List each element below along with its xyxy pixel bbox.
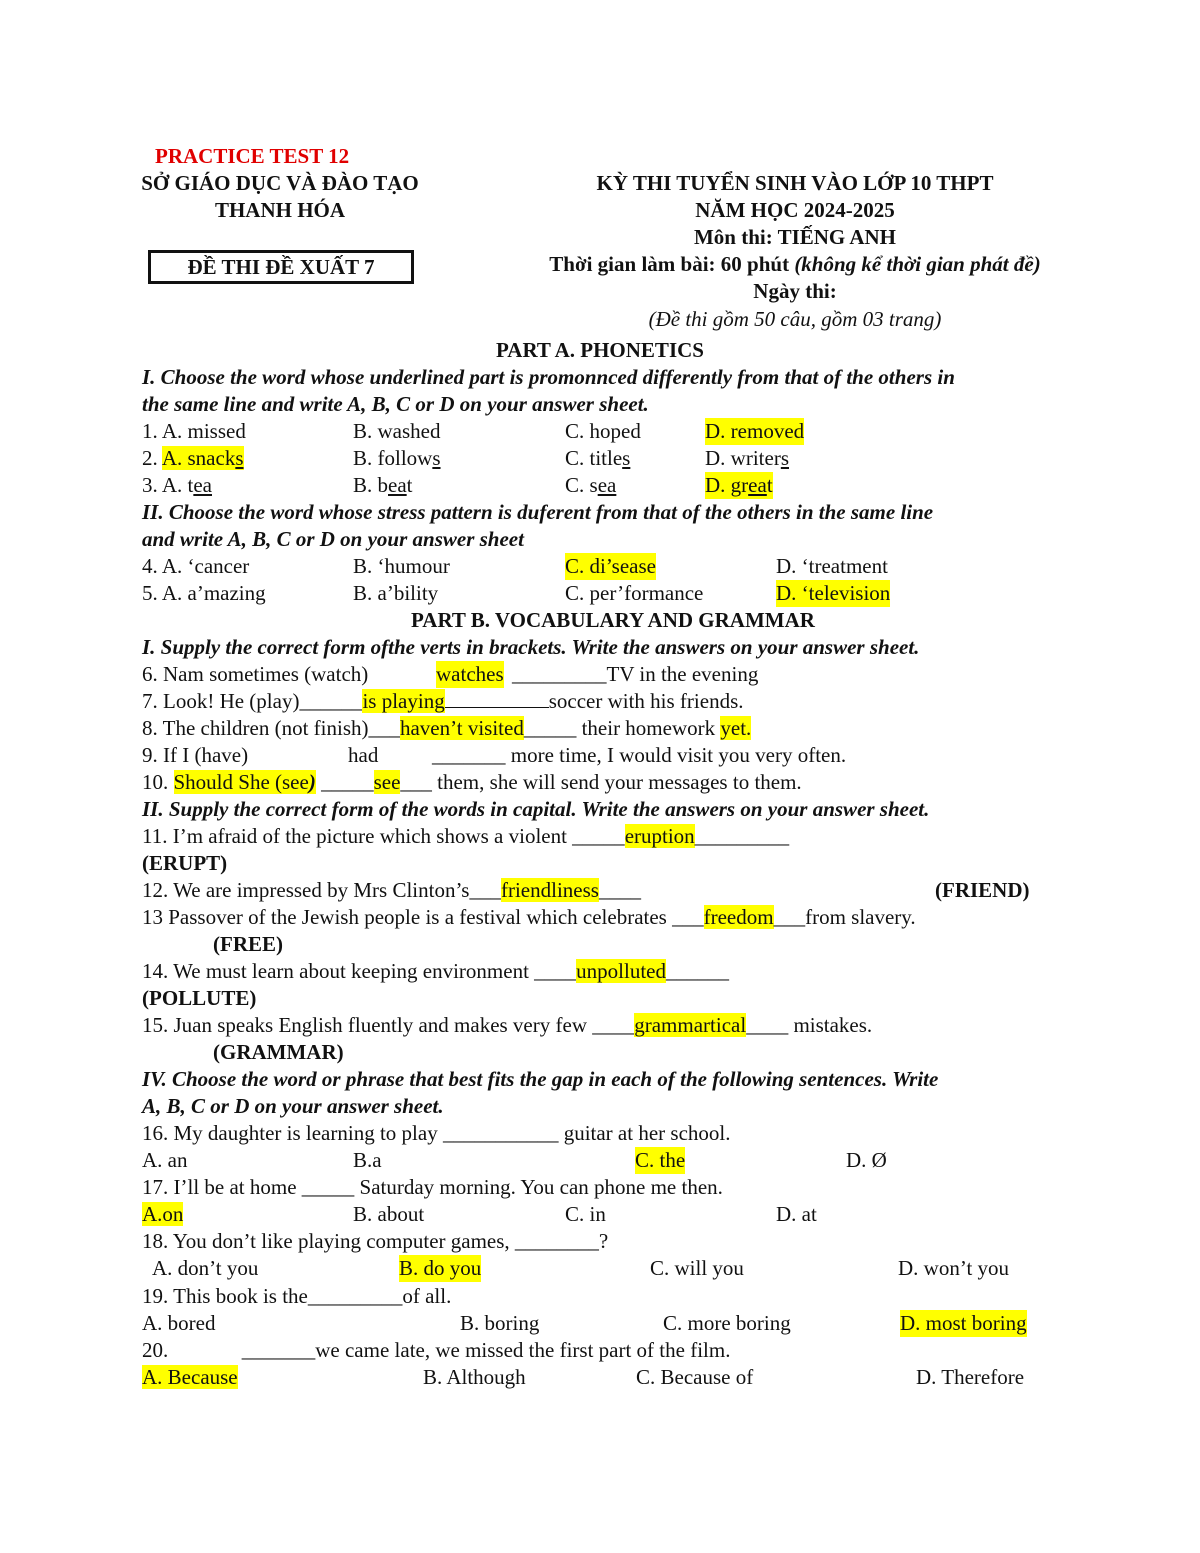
q4-option-c: C. di’sease <box>565 554 656 578</box>
q9-stem: 9. If I (have) <box>142 743 249 767</box>
q7-rest: soccer with his friends. <box>548 689 744 713</box>
q10-num: 10. <box>142 770 174 794</box>
q11-word: (ERUPT) <box>142 851 228 875</box>
q19-option-c: C. more boring <box>663 1311 791 1335</box>
q4-option-a: 4. A. ‘cancer <box>142 554 250 578</box>
question-13 <box>142 904 916 931</box>
q15-word: (GRAMMAR) <box>213 1040 344 1064</box>
q12-stem: 12. We are impressed by Mrs Clinton’s___ <box>142 878 501 902</box>
part-b-title: PART B. VOCABULARY AND GRAMMAR <box>411 608 815 632</box>
part-b-sec4-line2: A, B, C or D on your answer sheet. <box>142 1094 444 1118</box>
q14-answer: unpolluted <box>576 959 666 983</box>
question-10 <box>142 769 802 796</box>
q18-options <box>152 1255 1152 1282</box>
q3-option-b: B. beat <box>353 473 413 497</box>
q2-option-a: A. snacks <box>161 446 244 470</box>
q8-answer-2: yet. <box>720 716 752 740</box>
q18-stem: 18. You don’t like playing computer games, ________? <box>142 1229 609 1253</box>
q11-rest: _________ <box>694 824 790 848</box>
question-6 <box>142 661 1142 688</box>
q2-option-d: D. writers <box>705 446 789 470</box>
q1-option-c: C. hoped <box>565 419 641 443</box>
part-a-sec2-line2: and write A, B, C or D on your answer sheet <box>142 527 524 551</box>
part-a-sec1-line1: I. Choose the word whose underlined part is promonnced differently from that of the others in <box>142 365 955 389</box>
q1-num: 1. <box>142 419 162 443</box>
q9-rest: _______ more time, I would visit you very often. <box>432 743 847 767</box>
q16-option-a: A. an <box>142 1148 188 1172</box>
q20-option-c: C. Because of <box>636 1365 754 1389</box>
q12-rest: ____ <box>598 878 641 902</box>
q15-rest: ____ mistakes. <box>746 1013 873 1037</box>
question-14 <box>142 958 729 985</box>
q5-option-d: D. ‘television <box>776 581 891 605</box>
page-note: (Đề thi gồm 50 câu, gồm 03 trang) <box>648 307 942 331</box>
q13-word: (FREE) <box>213 932 283 956</box>
q19-option-b: B. boring <box>460 1311 540 1335</box>
q17-options <box>142 1201 1142 1228</box>
question-15 <box>142 1012 872 1039</box>
part-b-sec1: I. Supply the correct form ofthe verts in brackets. Write the answers on your answer sheet. <box>142 635 920 659</box>
q12-answer: friendliness <box>500 878 599 902</box>
q6-stem: 6. Nam sometimes (watch) <box>142 662 369 686</box>
school-year: NĂM HỌC 2024-2025 <box>695 198 895 222</box>
q12-word: (FRIEND) <box>935 878 1030 902</box>
q16-options <box>142 1147 1142 1174</box>
exam-time <box>490 251 1100 278</box>
subject: Môn thi: TIẾNG ANH <box>693 225 897 249</box>
part-a-sec2-line1: II. Choose the word whose stress pattern is duferent from that of the others in the same line <box>142 500 934 524</box>
q16-option-b: B.a <box>353 1148 382 1172</box>
q20-option-b: B. Although <box>423 1365 526 1389</box>
exam-title: KỲ THI TUYỂN SINH VÀO LỚP 10 THPT <box>596 171 994 195</box>
q20-option-d: D. Therefore <box>916 1365 1025 1389</box>
q2-option-c: C. titles <box>565 446 631 470</box>
q17-option-d: D. at <box>776 1202 817 1226</box>
part-a-title: PART A. PHONETICS <box>496 338 704 362</box>
q20-options <box>142 1364 1142 1391</box>
q11-stem: 11. I’m afraid of the picture which shows a violent _____ <box>142 824 625 848</box>
q6-answer: watches <box>436 662 504 686</box>
q11-answer: eruption <box>624 824 695 848</box>
question-3 <box>142 472 1142 499</box>
time-note: (không kể thời gian phát đề) <box>794 252 1041 276</box>
q2-option-b: B. follows <box>353 446 441 470</box>
question-5 <box>142 580 1142 607</box>
q18-option-d: D. won’t you <box>898 1256 1010 1280</box>
q3-option-c: C. sea <box>565 473 617 497</box>
q14-stem: 14. We must learn about keeping environment ____ <box>142 959 577 983</box>
q15-stem: 15. Juan speaks English fluently and makes very few ____ <box>142 1013 635 1037</box>
q17-option-a: A.on <box>142 1202 184 1226</box>
q17-stem: 17. I’ll be at home _____ Saturday morning. You can phone me then. <box>142 1175 723 1199</box>
q8-middle: _____ their homework <box>523 716 721 740</box>
q2-num: 2. <box>142 446 162 470</box>
q18-option-c: C. will you <box>650 1256 744 1280</box>
q14-word: (POLLUTE) <box>142 986 257 1010</box>
question-12 <box>142 877 641 904</box>
question-8 <box>142 715 751 742</box>
q20-option-a: A. Because <box>142 1365 238 1389</box>
question-7 <box>142 688 744 715</box>
q10-answer: Should She (see) <box>173 770 316 794</box>
q5-option-b: B. a’bility <box>353 581 439 605</box>
q16-option-c: C. the <box>635 1148 686 1172</box>
q3-option-d: D. great <box>705 473 773 497</box>
q17-option-c: C. in <box>565 1202 606 1226</box>
q7-answer: is playing <box>362 689 445 713</box>
q7-blank <box>445 689 549 708</box>
exam-date: Ngày thi: <box>753 279 837 303</box>
q5-option-c: C. per’formance <box>565 581 704 605</box>
q1-option-d: D. removed <box>705 419 805 443</box>
q19-option-a: A. bored <box>142 1311 216 1335</box>
dept-line2: THANH HÓA <box>214 198 346 222</box>
q9-answer: had <box>348 743 379 767</box>
exam-code-box: ĐỀ THI ĐỀ XUẤT 7 <box>148 250 414 284</box>
dept-line1: SỞ GIÁO DỤC VÀ ĐÀO TẠO <box>141 171 419 195</box>
question-11 <box>142 823 789 850</box>
question-1 <box>142 418 1142 445</box>
q19-options <box>142 1310 1142 1337</box>
part-b-sec2: II. Supply the correct form of the words in capital. Write the answers on your answer sheet. <box>142 797 930 821</box>
q10-rest: ___ them, she will send your messages to them. <box>400 770 802 794</box>
q8-answer: haven’t visited <box>399 716 524 740</box>
question-9 <box>142 742 1142 769</box>
question-2 <box>142 445 1142 472</box>
q18-option-a: A. don’t you <box>152 1256 259 1280</box>
q3-option-a: 3. A. tea <box>142 473 212 497</box>
part-a-sec1-line2: the same line and write A, B, C or D on your answer sheet. <box>142 392 649 416</box>
q20-stem: 20. _______we came late, we missed the first part of the film. <box>142 1338 731 1362</box>
q4-option-b: B. ‘humour <box>353 554 450 578</box>
practice-title: PRACTICE TEST 12 <box>155 144 350 168</box>
q5-option-a: 5. A. a’mazing <box>142 581 266 605</box>
q14-rest: ______ <box>666 959 729 983</box>
q16-stem: 16. My daughter is learning to play ___________ guitar at her school. <box>142 1121 731 1145</box>
q13-stem: 13 Passover of the Jewish people is a festival which celebrates ___ <box>142 905 704 929</box>
part-b-sec4-line1: IV. Choose the word or phrase that best fits the gap in each of the following sentences. Write <box>142 1067 939 1091</box>
q4-option-d: D. ‘treatment <box>776 554 888 578</box>
q13-rest: ___from slavery. <box>773 905 916 929</box>
question-4 <box>142 553 1142 580</box>
q13-answer: freedom <box>703 905 774 929</box>
q19-stem: 19. This book is the_________of all. <box>142 1284 452 1308</box>
q15-answer: grammartical <box>634 1013 747 1037</box>
q1-option-b: B. washed <box>353 419 441 443</box>
q7-stem: 7. Look! He (play)______ <box>142 689 363 713</box>
q10-middle: _____ <box>315 770 374 794</box>
q8-stem: 8. The children (not finish)___ <box>142 716 400 740</box>
q1-option-a: A. missed <box>161 419 246 443</box>
q19-option-d: D. most boring <box>900 1311 1027 1335</box>
q16-option-d: D. Ø <box>846 1148 887 1172</box>
q17-option-b: B. about <box>353 1202 425 1226</box>
q18-option-b: B. do you <box>399 1256 482 1280</box>
time-prefix: Thời gian làm bài: 60 phút <box>549 252 795 276</box>
q6-rest: _________TV in the evening <box>512 662 759 686</box>
q10-answer-2: see <box>373 770 401 794</box>
